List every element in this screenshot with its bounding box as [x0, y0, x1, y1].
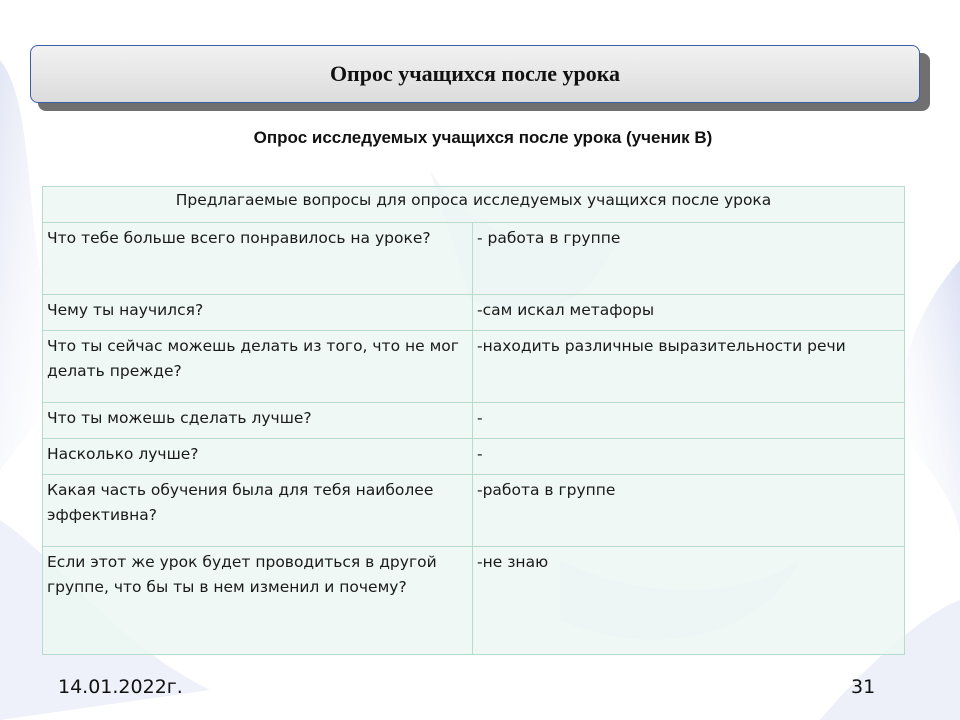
title-banner — [30, 45, 920, 103]
table-row — [43, 403, 905, 439]
question-cell: Что ты сейчас можешь делать из того, что не мог делать прежде? — [43, 331, 473, 403]
answer-cell: -сам искал метафоры — [473, 295, 905, 331]
question-cell: Насколько лучше? — [43, 439, 473, 475]
slide-subtitle: Опрос исследуемых учащихся после урока (ученик В) — [253, 128, 713, 147]
question-cell: Чему ты научился? — [43, 295, 473, 331]
answer-cell: - — [473, 439, 905, 475]
answer-cell: -не знаю — [473, 547, 905, 655]
table-row — [43, 475, 905, 547]
answer-cell: -работа в группе — [473, 475, 905, 547]
question-cell: Что ты можешь сделать лучше? — [43, 403, 473, 439]
answer-cell: - — [473, 403, 905, 439]
slide-number: 31 — [851, 676, 876, 698]
table-header-cell: Предлагаемые вопросы для опроса исследуемых учащихся после урока — [43, 187, 905, 223]
footer-date: 14.01.2022г. — [58, 676, 183, 698]
table-row — [43, 295, 905, 331]
table-row — [43, 439, 905, 475]
question-cell: Какая часть обучения была для тебя наиболее эффективна? — [43, 475, 473, 547]
answer-cell: - работа в группе — [473, 223, 905, 295]
answer-cell: -находить различные выразительности речи — [473, 331, 905, 403]
table-header-row — [43, 187, 905, 223]
table-row — [43, 331, 905, 403]
survey-table — [42, 186, 905, 655]
question-cell: Если этот же урок будет проводиться в другой группе, что бы ты в нем изменил и почему? — [43, 547, 473, 655]
table-row — [43, 223, 905, 295]
question-cell: Что тебе больше всего понравилось на уроке? — [43, 223, 473, 295]
table-row — [43, 547, 905, 655]
slide-title: Опрос учащихся после урока — [329, 61, 621, 86]
